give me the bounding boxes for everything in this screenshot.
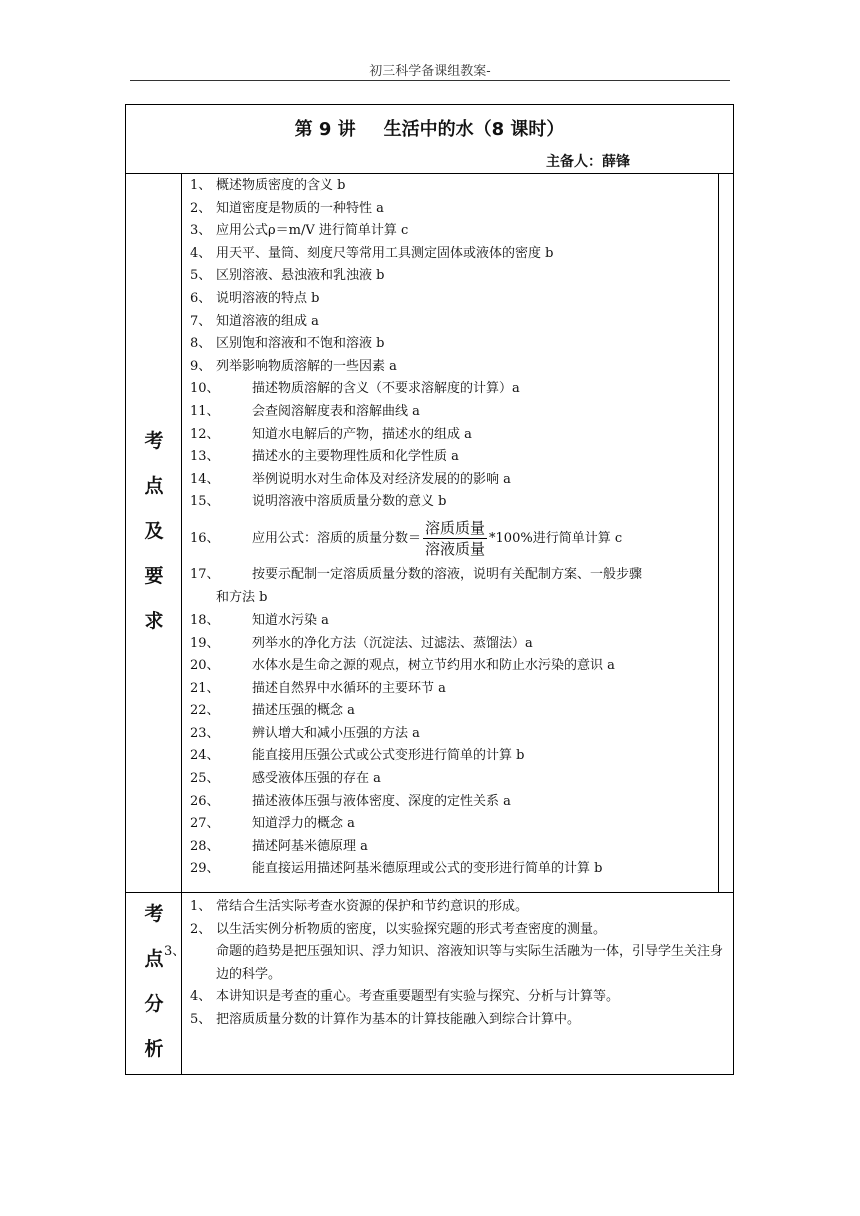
item-number: 8、 (190, 336, 212, 352)
item-text: 区别溶液、悬浊液和乳浊液 b (216, 268, 385, 284)
list-item (190, 919, 730, 942)
label-char: 点 (144, 475, 164, 497)
list-item (190, 288, 718, 311)
item-number: 28、 (190, 838, 220, 854)
list-item (190, 896, 730, 919)
item-text: 说明溶液中溶质质量分数的意义 b (252, 494, 447, 510)
item-number: 1、 (190, 899, 212, 914)
list-item (190, 378, 718, 401)
label-char: 点 (144, 948, 164, 970)
item-text: 感受液体压强的存在 a (252, 771, 381, 787)
list-item (190, 610, 718, 633)
item-text: 按要示配制一定溶质质量分数的溶液，说明有关配制方案、一般步骤 (252, 566, 643, 582)
item-text: 知道密度是物质的一种特性 a (216, 200, 384, 216)
item-number: 10、 (190, 381, 220, 397)
item-number: 1、 (190, 178, 212, 193)
item-text: 描述阿基米德原理 a (252, 838, 368, 854)
requirements-label (126, 419, 182, 644)
list-item (190, 655, 718, 678)
requirements-label-cell (126, 173, 182, 892)
lecture-topic: 生活中的水（8 课时） (383, 119, 565, 140)
item-number: 22、 (190, 703, 220, 719)
item-number: 16、 (190, 530, 220, 546)
lecture-number: 第 9 讲 (294, 119, 356, 140)
item-text-continued: 和方法 b (216, 589, 268, 605)
item-text: 应用公式ρ＝m/V 进行简单计算 c (216, 223, 409, 239)
list-item (190, 813, 718, 836)
analysis-row (126, 892, 733, 1074)
item-text: 描述水的主要物理性质和化学性质 a (252, 449, 459, 465)
item-text: 把溶质质量分数的计算作为基本的计算技能融入到综合计算中。 (216, 1011, 581, 1027)
item-text: 知道溶液的组成 a (216, 313, 319, 329)
item-number: 18、 (190, 612, 220, 628)
requirements-row (126, 173, 733, 893)
list-item (190, 986, 730, 1009)
item-text: 举例说明水对生命体及对经济发展的的影响 a (252, 471, 511, 487)
lesson-table (125, 104, 734, 1075)
item-number: 2、 (190, 921, 212, 937)
label-char: 考 (144, 430, 164, 452)
list-item (190, 356, 718, 379)
list-item (190, 564, 718, 610)
item-text: 辨认增大和减小压强的方法 a (252, 725, 420, 741)
list-item (190, 401, 718, 424)
item-text: 知道水电解后的产物，描述水的组成 a (252, 426, 472, 442)
item-text: 列举影响物质溶解的一些因素 a (216, 358, 397, 374)
list-item (164, 941, 730, 986)
list-item (190, 469, 718, 492)
title-row (126, 105, 733, 174)
item-number: 24、 (190, 748, 220, 764)
list-item (190, 198, 718, 221)
list-item (190, 791, 718, 814)
item-text: 区别饱和溶液和不饱和溶液 b (216, 336, 385, 352)
item-text: 用天平、量筒、刻度尺等常用工具测定固体或液体的密度 b (216, 245, 554, 261)
list-item (190, 175, 718, 198)
list-item (190, 723, 718, 746)
item-number: 11、 (190, 403, 220, 419)
list-item (190, 700, 718, 723)
item-text: 以生活实例分析物质的密度，以实验探究题的形式考查密度的测量。 (216, 921, 607, 937)
item-number: 3、 (164, 944, 186, 960)
item-number: 27、 (190, 816, 220, 832)
item-number: 21、 (190, 680, 220, 696)
item-text: 说明溶液的特点 b (216, 290, 320, 306)
formula-suffix: *100%进行简单计算 c (489, 530, 623, 546)
item-number: 4、 (190, 245, 212, 261)
item-text: 能直接运用描述阿基米德原理或公式的变形进行简单的计算 b (252, 861, 603, 877)
label-char: 及 (144, 520, 164, 542)
list-item (190, 768, 718, 791)
formula-item (190, 514, 718, 564)
item-number: 12、 (190, 426, 220, 442)
label-char: 求 (144, 610, 164, 632)
list-item (190, 220, 718, 243)
item-text: 常结合生活实际考查水资源的保护和节约意识的形成。 (216, 899, 529, 914)
item-number: 5、 (190, 1011, 212, 1027)
item-number: 14、 (190, 471, 220, 487)
list-item (190, 311, 718, 334)
item-number: 3、 (190, 223, 212, 239)
item-text: 命题的趋势是把压强知识、浮力知识、溶液知识等与实际生活融为一体，引导学生关注身边的科学。 (216, 944, 724, 982)
fraction (423, 518, 487, 559)
item-text: 描述压强的概念 a (252, 703, 355, 719)
analysis-label (126, 892, 182, 1072)
list-item (190, 243, 718, 266)
column-divider (718, 173, 719, 892)
item-text: 知道浮力的概念 a (252, 816, 355, 832)
item-text: 水体水是生命之源的观点，树立节约用水和防止水污染的意识 a (252, 658, 615, 674)
list-item (190, 446, 718, 469)
analysis-list (164, 896, 730, 1032)
item-number: 4、 (190, 989, 212, 1005)
requirements-list (190, 175, 718, 881)
list-item (190, 836, 718, 859)
item-text: 描述物质溶解的含义（不要求溶解度的计算）a (252, 381, 520, 397)
item-number: 29、 (190, 861, 220, 877)
fraction-numerator: 溶质质量 (425, 518, 486, 537)
list-item (190, 265, 718, 288)
item-number: 2、 (190, 200, 212, 216)
item-number: 25、 (190, 771, 220, 787)
item-number: 15、 (190, 494, 220, 510)
item-number: 20、 (190, 658, 220, 674)
item-number: 19、 (190, 635, 220, 651)
item-number: 17、 (190, 566, 220, 582)
item-number: 5、 (190, 268, 212, 284)
item-number: 26、 (190, 793, 220, 809)
list-item (190, 858, 718, 881)
item-text: 描述液体压强与液体密度、深度的定性关系 a (252, 793, 511, 809)
page-title (126, 115, 733, 141)
list-item (190, 745, 718, 768)
item-text: 能直接用压强公式或公式变形进行简单的计算 b (252, 748, 525, 764)
page-header: 初三科学备课组教案- (369, 64, 491, 79)
list-item (190, 633, 718, 656)
list-item (190, 333, 718, 356)
list-item (190, 1009, 730, 1032)
item-text: 描述自然界中水循环的主要环节 a (252, 680, 446, 696)
item-text: 知道水污染 a (252, 612, 329, 628)
item-number: 23、 (190, 725, 220, 741)
item-number: 6、 (190, 290, 212, 306)
label-char: 析 (144, 1038, 164, 1060)
item-text: 会查阅溶解度表和溶解曲线 a (252, 403, 420, 419)
item-text: 列举水的净化方法（沉淀法、过滤法、蒸馏法）a (252, 635, 533, 651)
item-number: 9、 (190, 358, 212, 374)
list-item (190, 678, 718, 701)
label-char: 考 (144, 903, 164, 925)
list-item (190, 491, 718, 514)
item-number: 7、 (190, 313, 212, 329)
item-text: 本讲知识是考查的重心。考查重要题型有实验与探究、分析与计算等。 (216, 989, 620, 1005)
fraction-denominator: 溶液质量 (425, 539, 486, 558)
label-char: 分 (144, 993, 164, 1015)
item-text: 概述物质密度的含义 b (216, 178, 346, 193)
header-rule (130, 80, 730, 81)
preparer: 主备人：薛锋 (546, 154, 630, 170)
list-item (190, 424, 718, 447)
formula-prefix: 应用公式：溶质的质量分数＝ (252, 530, 422, 546)
label-char: 要 (144, 565, 164, 587)
item-number: 13、 (190, 449, 220, 465)
analysis-label-cell (126, 892, 182, 1074)
